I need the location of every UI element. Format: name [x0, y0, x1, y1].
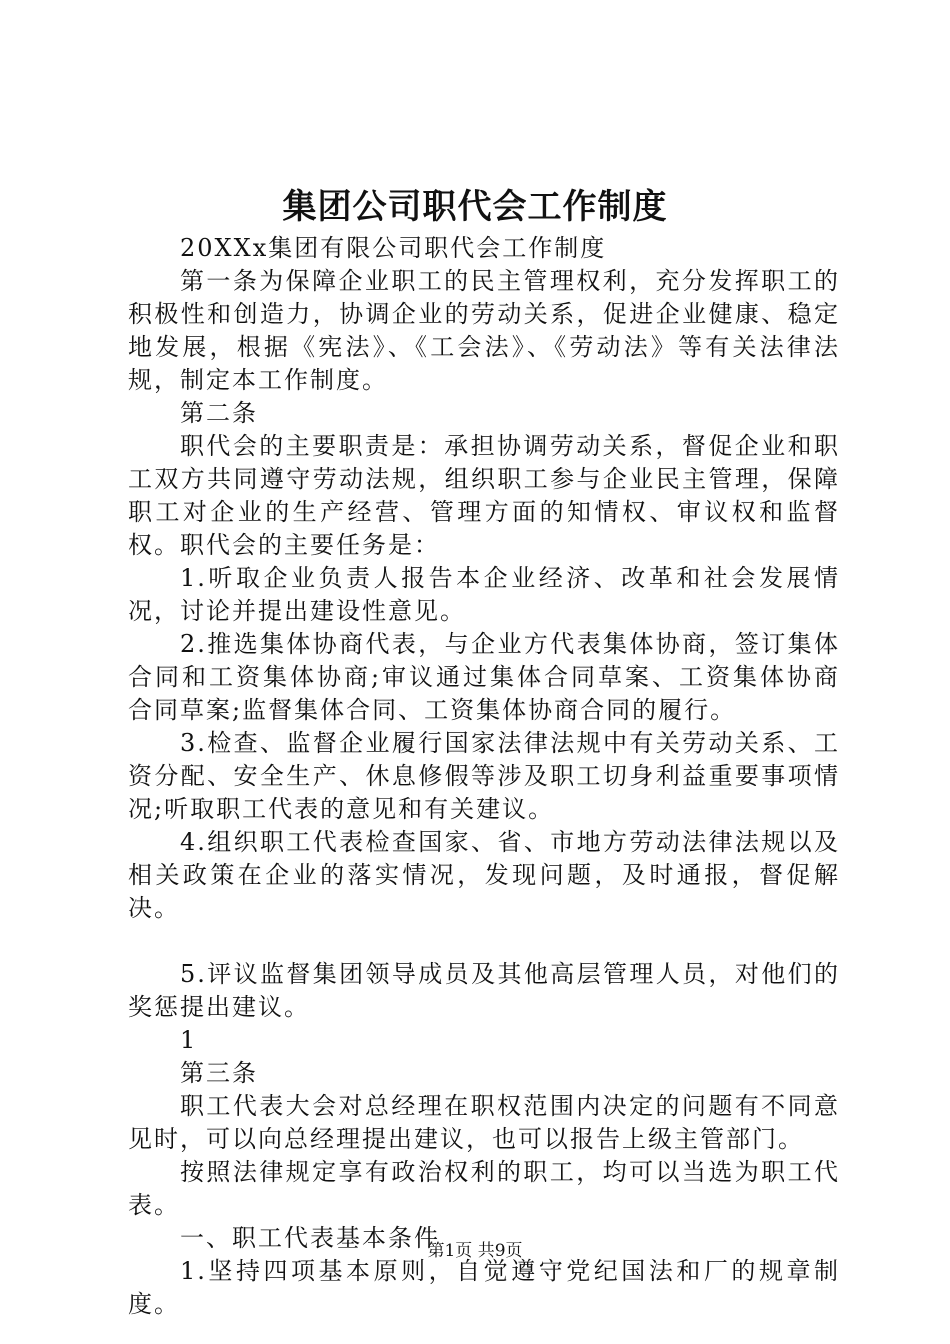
paragraph-eligibility: 按照法律规定享有政治权利的职工，均可以当选为职工代表。: [128, 1158, 840, 1219]
paragraph-item-5: 5.评议监督集团领导成员及其他高层管理人员，对他们的奖惩提出建议。: [128, 960, 840, 1021]
paragraph-item-1: 1.听取企业负责人报告本企业经济、改革和社会发展情况，讨论并提出建设性意见。: [128, 564, 840, 625]
paragraph-article-3-body: 职工代表大会对总经理在职权范围内决定的问题有不同意见时，可以向总经理提出建议，也可以报告上级主管部门。: [128, 1092, 840, 1153]
paragraph-subtitle: 20XXx集团有限公司职代会工作制度: [180, 234, 607, 262]
paragraph-condition-1: 1.坚持四项基本原则，自觉遵守党纪国法和厂的规章制度。: [128, 1257, 840, 1318]
paragraph-duties: 职代会的主要职责是：承担协调劳动关系，督促企业和职工双方共同遵守劳动法规，组织职工参与企业民主管理，保障职工对企业的生产经营、管理方面的知情权、审议权和监督权。职代会的主要任务是：: [128, 432, 840, 559]
paragraph-section-heading: 一、职工代表基本条件: [180, 1224, 440, 1252]
page-footer: 第1页 共9页: [427, 1241, 523, 1261]
paragraph-item-2: 2.推选集体协商代表，与企业方代表集体协商，签订集体合同和工资集体协商;审议通过集体合同草案、工资集体协商合同草案;监督集体合同、工资集体协商合同的履行。: [128, 630, 840, 724]
paragraph-item-4: 4.组织职工代表检查国家、省、市地方劳动法律法规以及相关政策在企业的落实情况，发现问题，及时通报，督促解决。: [128, 828, 840, 922]
paragraph-item-3: 3.检查、监督企业履行国家法律法规中有关劳动关系、工资分配、安全生产、休息修假等涉及职工切身利益重要事项情况;听取职工代表的意见和有关建议。: [128, 729, 840, 823]
document-title: 集团公司职代会工作制度: [282, 187, 668, 227]
inline-page-number: 1: [180, 1026, 198, 1054]
paragraph-article-1: 第一条为保障企业职工的民主管理权利，充分发挥职工的积极性和创造力，协调企业的劳动关系，促进企业健康、稳定地发展，根据《宪法》、《工会法》、《劳动法》等有关法律法规，制定本工作制度。: [128, 267, 840, 394]
document-body: [128, 232, 840, 1321]
paragraph-article-3-heading: 第三条: [180, 1059, 258, 1087]
paragraph-article-2-heading: 第二条: [180, 399, 258, 427]
paragraph-spacer: [128, 925, 840, 958]
